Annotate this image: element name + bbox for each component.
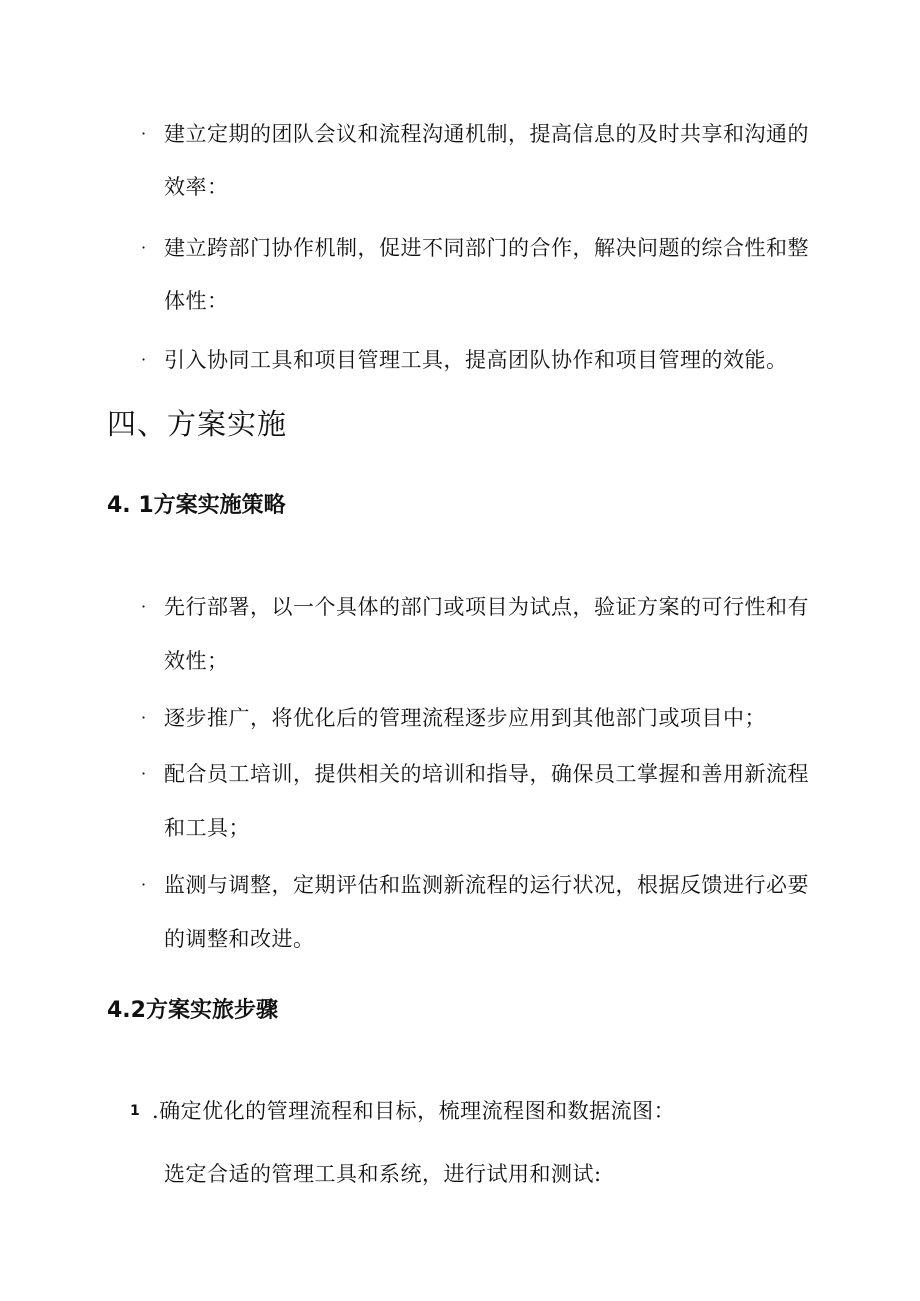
- step-number: 1: [130, 1103, 140, 1119]
- subsection-heading: 4. 1方案实施策略: [107, 493, 286, 518]
- paragraph-line: 效率：: [164, 175, 229, 199]
- bullet-dot: ·: [141, 708, 147, 727]
- bullet-dot: ·: [141, 597, 147, 616]
- bullet-dot: ·: [141, 764, 147, 783]
- paragraph-line: 效性；: [164, 649, 229, 673]
- bullet-dot: ·: [141, 350, 147, 369]
- paragraph-line: 引入协同工具和项目管理工具，提高团队协作和项目管理的效能。: [164, 348, 788, 372]
- paragraph-line: 体性：: [164, 289, 229, 313]
- paragraph-line: 建立跨部门协作机制，促进不同部门的合作，解决问题的综合性和整: [164, 236, 809, 260]
- subsection-heading: 4.2方案实旅步骤: [107, 998, 278, 1023]
- paragraph-line: 和工具；: [164, 816, 250, 840]
- bullet-dot: ·: [141, 238, 147, 257]
- paragraph-line: .确定优化的管理流程和目标，梳理流程图和数据流图：: [152, 1099, 676, 1123]
- paragraph-line: 先行部署，以一个具体的部门或项目为试点，验证方案的可行性和有: [164, 595, 809, 619]
- section-heading: 四、方案实施: [107, 407, 288, 441]
- paragraph-line: 选定合适的管理工具和系统，进行试用和测试:: [164, 1162, 602, 1186]
- paragraph-line: 逐步推广，将优化后的管理流程逐步应用到其他部门或项目中；: [164, 706, 766, 730]
- paragraph-line: 监测与调整，定期评估和监测新流程的运行状况，根据反馈进行必要: [164, 873, 809, 897]
- paragraph-line: 建立定期的团队会议和流程沟通机制，提高信息的及时共享和沟通的: [164, 122, 809, 146]
- paragraph-line: 的调整和改进。: [164, 927, 315, 951]
- paragraph-line: 配合员工培训，提供相关的培训和指导，确保员工掌握和善用新流程: [164, 762, 809, 786]
- bullet-dot: ·: [141, 124, 147, 143]
- bullet-dot: ·: [141, 875, 147, 894]
